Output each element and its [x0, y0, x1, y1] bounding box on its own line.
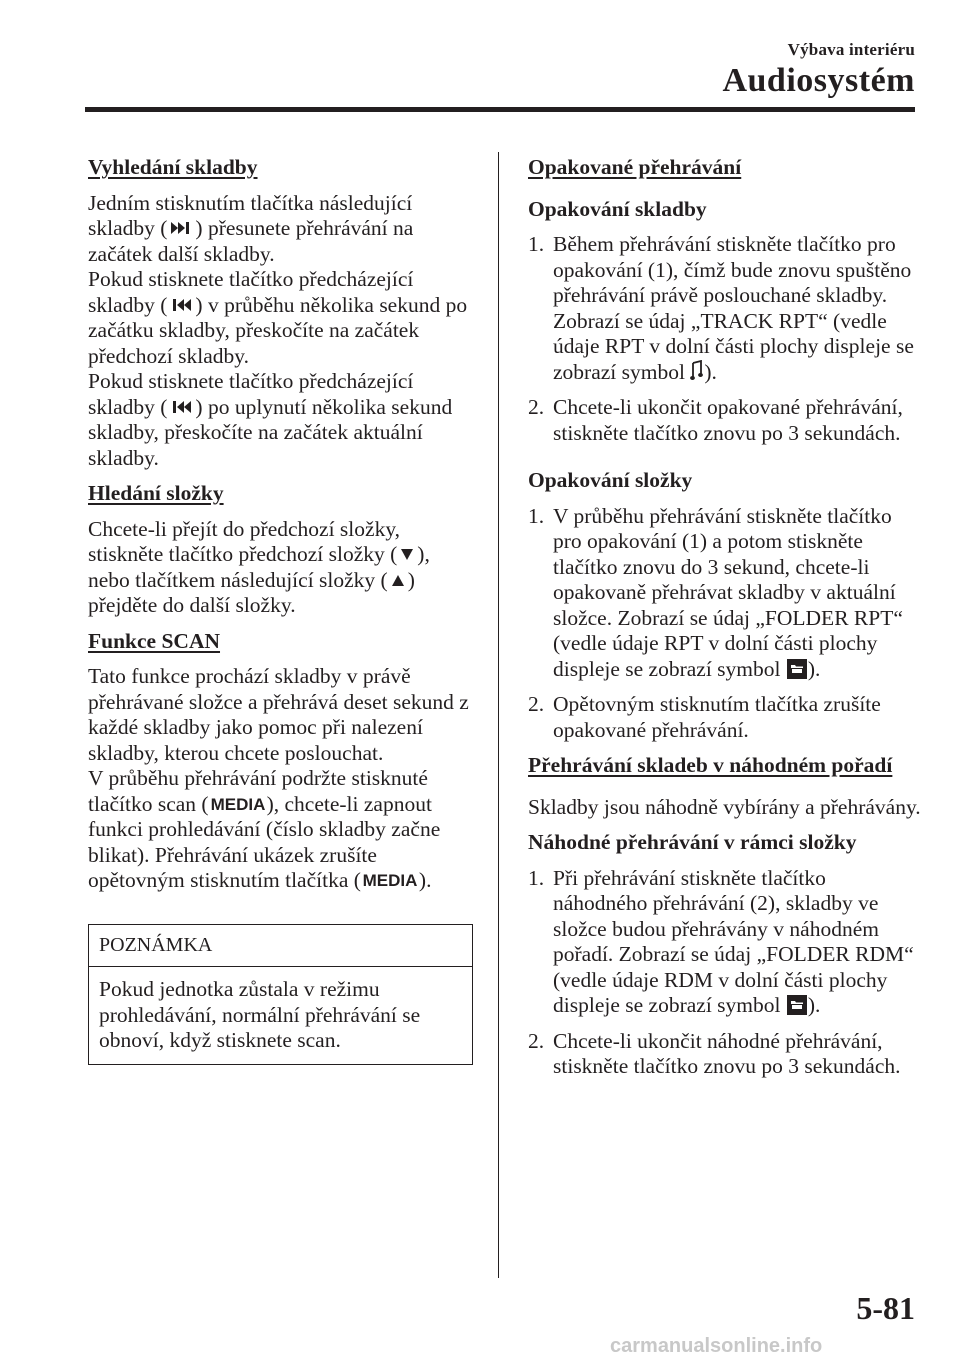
section-label: Výbava interiéru — [787, 40, 915, 59]
folder-up-icon — [388, 570, 408, 590]
heading-scan: Funkce SCAN — [88, 628, 221, 653]
scan-p1: Tato funkce prochází skladby v právě přehrávané složce a přehrává deset sekund z každé skladby jako pomoc při nalezení skladby, kterou chcete poslouchat. — [88, 664, 469, 765]
list-item: 1. Během přehrávání stiskněte tlačítko pro opakování (1), čímž bude znovu spuštěno přehrávání právě poslouchané skladby. Zobrazí se údaj „TRACK RPT“ (vedle údaje RPT v dolní části plochy displeje se zobrazí symbol ). — [528, 232, 914, 384]
right-column — [528, 155, 923, 1090]
watermark: carmanualsonline.info — [610, 1335, 823, 1357]
list-item: 2. Chcete-li ukončit opakované přehrávání, stiskněte tlačítko znovu po 3 sekundách. — [528, 395, 903, 445]
previous-track-icon — [167, 397, 195, 417]
column-divider — [498, 152, 499, 1278]
list-item: 1. V průběhu přehrávání stiskněte tlačítko pro opakování (1) a potom stiskněte tlačítko znovu do 3 sekund, chcete-li opakovaně přehrávat skladby v aktuální složce. Zobrazí se údaj „FOLDER RPT“ (vedle údaje RPT v dolní části plochy displeje se zobrazí symbol ). — [528, 503, 903, 681]
heading-search-track: Vyhledání skladby — [88, 155, 258, 179]
search-track-p1: Jedním stisknutím tlačítka následující skladby ( ) přesunete přehrávání na začátek další skladby. — [88, 190, 414, 266]
random-list — [528, 866, 923, 1080]
heading-random: Přehrávání skladeb v náhodném pořadí — [528, 753, 893, 777]
left-column — [88, 155, 473, 1065]
heading-repeat: Opakované přehrávání — [528, 155, 742, 179]
svg-text:MEDIA: MEDIA — [210, 794, 265, 814]
search-track-p3: Pokud stisknete tlačítko předcházející skladby ( ) po uplynutí několika sekund skladby, přeskočíte na začátek aktuální skladby. — [88, 369, 453, 470]
previous-track-icon — [167, 295, 195, 315]
heading-search-folder: Hledání složky — [88, 481, 224, 505]
heading-repeat-folder: Opakování složky — [528, 468, 693, 492]
search-track-p2: Pokud stisknete tlačítko předcházející skladby ( ) v průběhu několika sekund po začátku skladby, přeskočíte na začátek předchozí skladby. — [88, 267, 468, 368]
media-button-icon — [361, 870, 419, 890]
folder-down-icon — [397, 544, 417, 564]
svg-text:MEDIA: MEDIA — [362, 871, 418, 890]
page-title: Audiosystém — [722, 62, 915, 99]
note-body: Pokud jednotka zůstala v režimu prohledávání, normální přehrávání se obnoví, když stisknete scan. — [99, 977, 421, 1052]
next-track-icon — [167, 218, 195, 238]
heading-repeat-track: Opakování skladby — [528, 196, 707, 221]
repeat-track-list — [528, 232, 923, 446]
header-rule — [85, 107, 915, 112]
folder-icon — [786, 659, 808, 679]
page-number: 5-81 — [856, 1290, 915, 1326]
note-title: POZNÁMKA — [89, 925, 472, 968]
list-item: 2. Chcete-li ukončit náhodné přehrávání, stiskněte tlačítko znovu po 3 sekundách. — [528, 1028, 901, 1078]
scan-p2: V průběhu přehrávání podržte stisknuté tlačítko scan ( MEDIA ), chcete-li zapnout funkci prohledávání (číslo skladby začne blikat). Přehrávání ukázek zrušíte opětovným stisknutím tlačítka ( MEDIA ). — [88, 766, 441, 892]
list-item: 2. Opětovným stisknutím tlačítka zrušíte opakované přehrávání. — [528, 692, 881, 742]
music-note-icon — [690, 360, 704, 382]
heading-random-folder: Náhodné přehrávání v rámci složky — [528, 830, 857, 854]
note-box — [88, 924, 473, 1065]
list-item: 1. Při přehrávání stiskněte tlačítko náhodného přehrávání (2), skladby ve složce budou přehrávány v náhodném pořadí. Zobrazí se údaj „FOLDER RDM“ (vedle údaje RDM v dolní části plochy displeje se zobrazí symbol ). — [528, 865, 914, 1017]
random-intro: Skladby jsou náhodně vybírány a přehrávány. — [528, 794, 921, 819]
media-button-icon — [209, 794, 267, 814]
repeat-folder-list — [528, 504, 923, 744]
search-folder-p: Chcete-li přejít do předchozí složky, stiskněte tlačítko předchozí složky ( ), nebo tlačítkem následující složky ( ) přejděte do další složky. — [88, 516, 430, 617]
folder-icon — [786, 995, 808, 1015]
